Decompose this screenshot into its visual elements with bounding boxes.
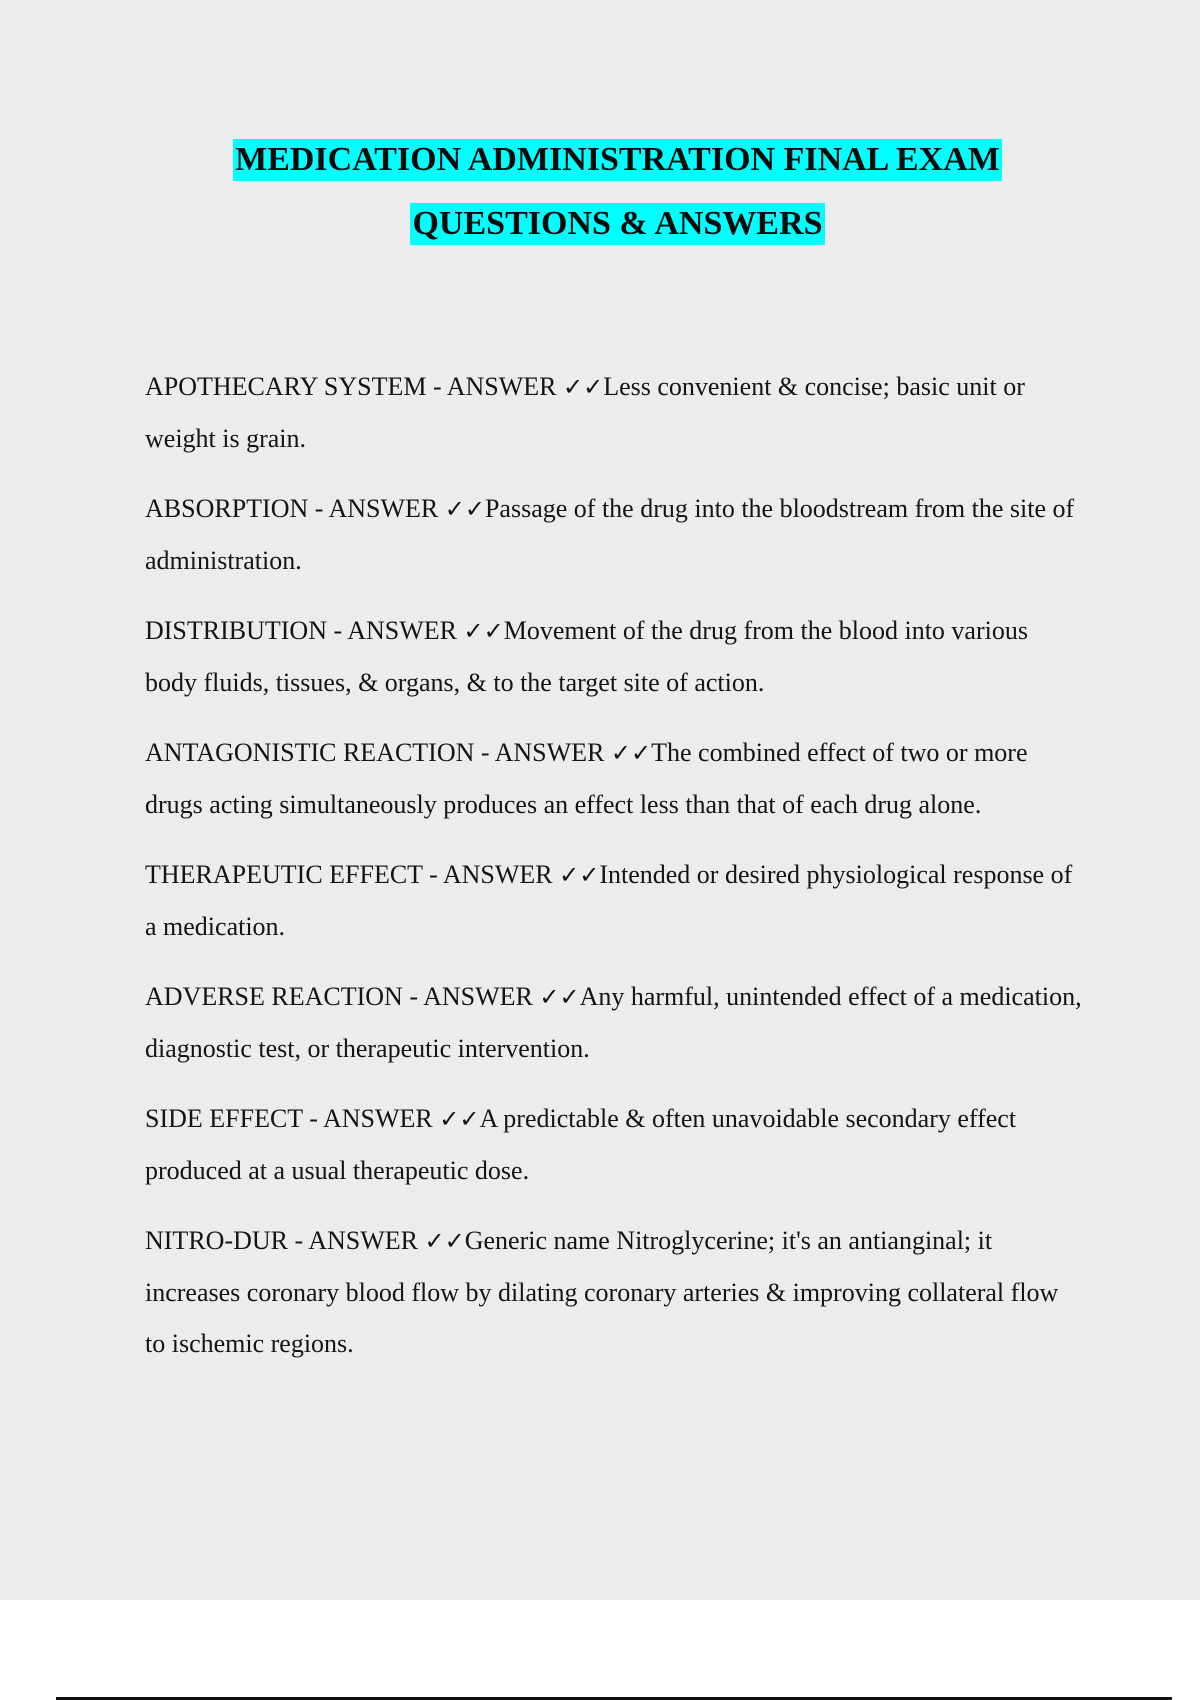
double-check-icon: ✓✓ [444,495,485,523]
qa-item [145,483,1085,586]
qa-answer: Less convenient & concise; basic unit or weight is grain. [145,372,1025,453]
qa-term: ABSORPTION [145,494,309,523]
qa-term: NITRO-DUR [145,1226,288,1255]
qa-answer: Intended or desired physiological response of a medication. [145,860,1073,941]
qa-item [145,727,1085,830]
double-check-icon: ✓✓ [610,739,652,767]
qa-answer: Generic name Nitroglycerine; it's an antianginal; it increases coronary blood flow by dilating coronary arteries & improving collateral flow to ischemic regions. [145,1226,1059,1358]
qa-item [145,849,1085,952]
double-check-icon: ✓✓ [424,1227,465,1255]
qa-item [145,1215,1085,1369]
title-line-1: MEDICATION ADMINISTRATION FINAL EXAM [233,139,1002,181]
title-line-2: QUESTIONS & ANSWERS [410,203,824,245]
qa-separator: - ANSWER [308,494,445,523]
qa-answer: A predictable & often unavoidable secondary effect produced at a usual therapeutic dose. [145,1104,1017,1185]
qa-term: ANTAGONISTIC REACTION [145,738,475,767]
double-check-icon: ✓✓ [539,983,580,1011]
double-check-icon: ✓✓ [559,861,600,889]
qa-answer: Movement of the drug from the blood into various body fluids, tissues, & organs, & to the target site of action. [145,616,1028,697]
qa-term: THERAPEUTIC EFFECT [145,860,423,889]
qa-separator: - ANSWER [288,1226,425,1255]
qa-term: ADVERSE REACTION [145,982,403,1011]
qa-separator: - ANSWER [426,372,563,401]
qa-answer: Any harmful, unintended effect of a medication, diagnostic test, or therapeutic intervention. [145,982,1082,1063]
qa-list [145,361,1085,1388]
qa-item [145,361,1085,464]
double-check-icon: ✓✓ [463,617,504,645]
qa-term: DISTRIBUTION [145,616,327,645]
qa-separator: - ANSWER [422,860,560,889]
double-check-icon: ✓✓ [439,1105,480,1133]
qa-item [145,605,1085,708]
qa-separator: - ANSWER [402,982,540,1011]
qa-term: APOTHECARY SYSTEM [145,372,427,401]
double-check-icon: ✓✓ [562,373,604,401]
qa-item [145,971,1085,1074]
qa-separator: - ANSWER [474,738,611,767]
qa-separator: - ANSWER [302,1104,440,1133]
qa-answer: The combined effect of two or more drugs acting simultaneously produces an effect less than that of each drug alone. [145,738,1028,819]
qa-separator: - ANSWER [327,616,464,645]
qa-answer: Passage of the drug into the bloodstream from the site of administration. [145,494,1075,575]
qa-term: SIDE EFFECT [145,1104,303,1133]
qa-item [145,1093,1085,1196]
document-title [0,139,1200,245]
